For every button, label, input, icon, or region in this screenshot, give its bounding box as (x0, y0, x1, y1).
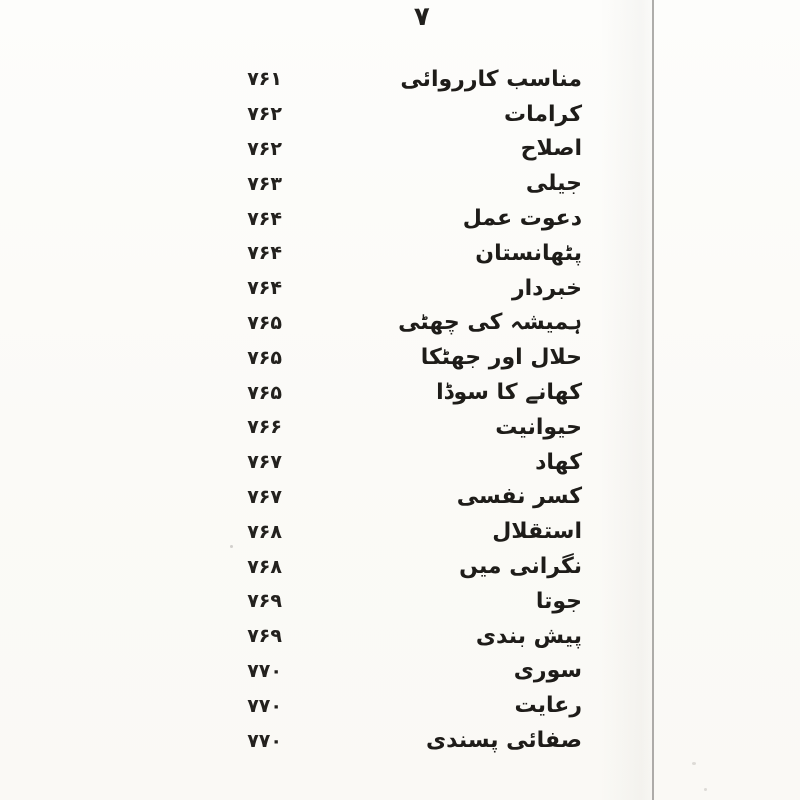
toc-page-number: ۷۶۶ (247, 416, 282, 439)
toc-page-number: ۷۷۰ (247, 694, 282, 717)
toc-entry-title: استقلال (492, 519, 582, 545)
toc-entry-title: اصلاح (520, 136, 582, 162)
toc-row (150, 271, 582, 306)
toc-page-number: ۷۶۷ (247, 485, 282, 508)
toc-row (150, 375, 582, 410)
toc-row (150, 132, 582, 167)
toc-entry-title: کھانے کا سوڈا (436, 380, 582, 406)
toc-row (150, 549, 582, 584)
toc-row (150, 445, 582, 480)
scan-speck (704, 788, 707, 791)
toc-page-number: ۷۶۸ (247, 520, 282, 543)
toc-row (150, 514, 582, 549)
toc-entry-title: حیوانیت (495, 414, 582, 440)
toc-entry-title: مناسب کارروائی (400, 66, 582, 92)
toc-page-number: ۷۶۲ (247, 137, 282, 160)
toc-entry-title: حلال اور جھٹکا (420, 345, 582, 371)
toc-entry-title: کسر نفسی (456, 484, 582, 510)
toc-entry-title: جوتا (535, 588, 582, 614)
toc-page-number: ۷۶۹ (247, 590, 282, 613)
toc-row (150, 654, 582, 689)
toc-row (150, 236, 582, 271)
toc-entry-title: پیش بندی (475, 623, 582, 649)
toc-page-number: ۷۶۵ (247, 346, 282, 369)
toc-entry-title: جیلی (525, 171, 582, 197)
toc-page-number: ۷۶۴ (247, 277, 282, 300)
toc-row (150, 688, 582, 723)
toc-page-number: ۷۶۷ (247, 451, 282, 474)
toc-entry-title: کرامات (503, 101, 582, 127)
toc-row (150, 166, 582, 201)
toc-row (150, 723, 582, 758)
toc-page-number: ۷۶۵ (247, 311, 282, 334)
toc-entry-title: رعایت (514, 693, 582, 719)
toc-entry-title: نگرانی میں (459, 554, 582, 580)
page-edge-line (652, 0, 654, 800)
toc-row (150, 62, 582, 97)
toc-page-number: ۷۶۴ (247, 242, 282, 265)
toc-row (150, 480, 582, 515)
toc-page-number: ۷۶۴ (247, 207, 282, 230)
toc-page-number: ۷۶۱ (247, 68, 282, 91)
toc-row (150, 340, 582, 375)
toc-row (150, 306, 582, 341)
toc-page-number: ۷۶۸ (247, 555, 282, 578)
toc-entry-title: دعوت عمل (462, 206, 582, 232)
toc-row (150, 97, 582, 132)
toc-page-number: ۷۶۳ (247, 172, 282, 195)
toc-entry-title: خبردار (511, 275, 582, 301)
toc-page-number: ۷۶۵ (247, 381, 282, 404)
toc-entry-title: صفائی پسندی (425, 728, 582, 754)
toc-row (150, 584, 582, 619)
table-of-contents (150, 62, 582, 758)
toc-page-number: ۷۶۹ (247, 625, 282, 648)
page-curvature-shade (600, 0, 652, 800)
toc-page-number: ۷۶۲ (247, 103, 282, 126)
toc-entry-title: ہمیشہ کی چھٹی (398, 310, 582, 336)
toc-row (150, 619, 582, 654)
toc-entry-title: کھاد (535, 449, 582, 475)
toc-page-number: ۷۷۰ (247, 659, 282, 682)
header-page-number: ۷ (413, 1, 431, 33)
scan-speck (692, 762, 696, 765)
toc-entry-title: سوری (513, 658, 582, 684)
toc-page-number: ۷۷۰ (247, 729, 282, 752)
toc-row (150, 201, 582, 236)
toc-entry-title: پٹھانستان (475, 240, 582, 266)
toc-row (150, 410, 582, 445)
